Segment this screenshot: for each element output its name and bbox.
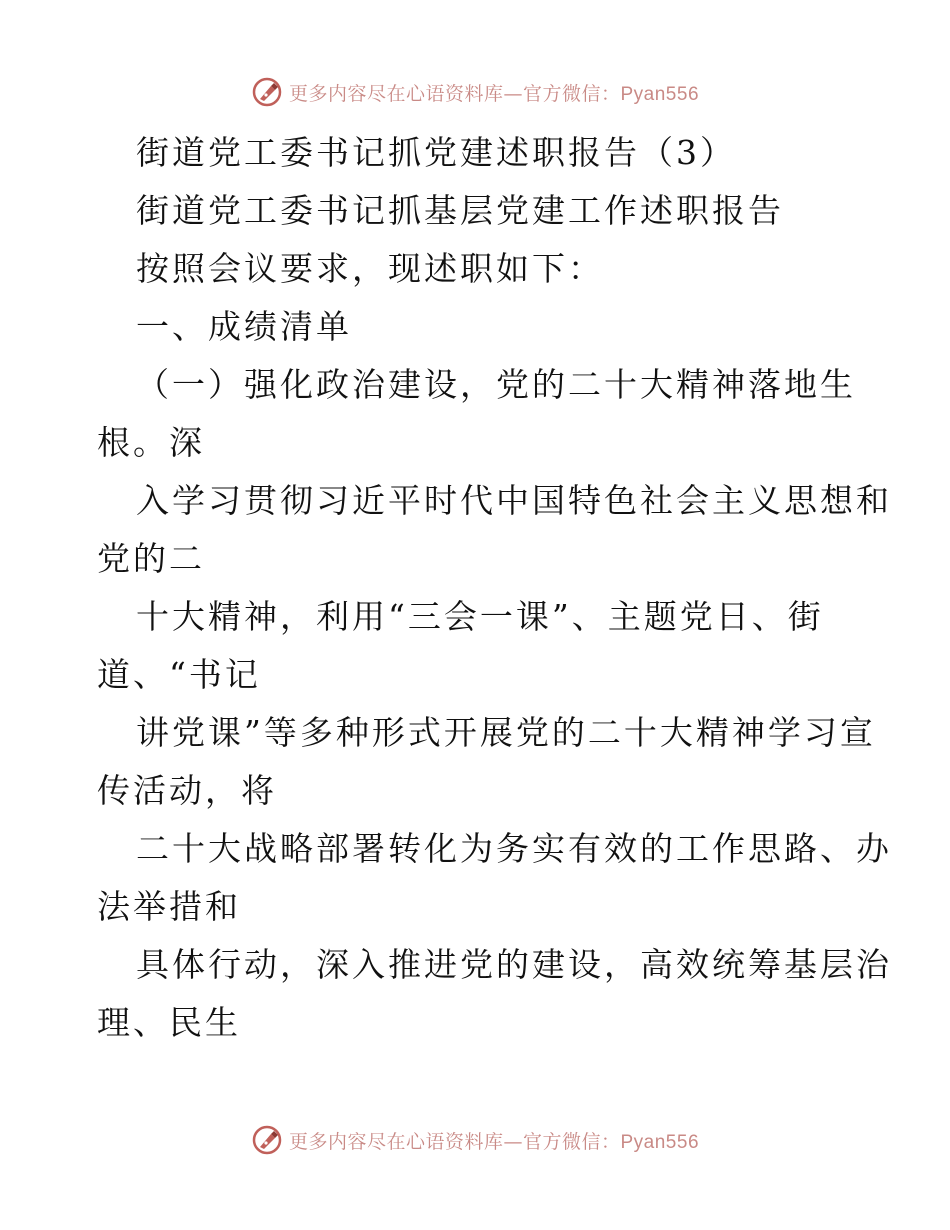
document-title: 街道党工委书记抓党建述职报告（3） xyxy=(136,133,736,172)
paragraph-line: 传活动，将 xyxy=(97,771,277,810)
paragraph-line: 讲党课”等多种形式开展党的二十大精神学习宣 xyxy=(136,713,876,752)
watermark-text: 更多内容尽在心语资料库—官方微信：Pyan556 xyxy=(288,82,700,105)
paragraph-line: 十大精神，利用“三会一课”、主题党日、街 xyxy=(136,597,824,636)
pen-nib-logo-icon xyxy=(251,1124,283,1156)
paragraph-line: 党的二 xyxy=(97,539,205,578)
subsection-heading: （一）强化政治建设，党的二十大精神落地生 xyxy=(136,365,856,404)
paragraph-line: 按照会议要求，现述职如下： xyxy=(136,249,604,288)
section-heading: 一、成绩清单 xyxy=(136,307,352,346)
footer-watermark xyxy=(0,1120,950,1160)
document-body xyxy=(0,124,950,1052)
paragraph-line: 入学习贯彻习近平时代中国特色社会主义思想和 xyxy=(136,481,892,520)
paragraph-line: 法举措和 xyxy=(97,887,241,926)
paragraph-line: 根。深 xyxy=(97,423,205,462)
paragraph-line: 道、“书记 xyxy=(97,655,261,694)
paragraph-line: 具体行动，深入推进党的建设，高效统筹基层治 xyxy=(136,945,892,984)
document-subtitle: 街道党工委书记抓基层党建工作述职报告 xyxy=(136,191,784,230)
paragraph-line: 理、民生 xyxy=(97,1003,241,1042)
paragraph-line: 二十大战略部署转化为务实有效的工作思路、办 xyxy=(136,829,892,868)
pen-nib-logo-icon xyxy=(251,76,283,108)
header-watermark xyxy=(0,72,950,112)
watermark-text: 更多内容尽在心语资料库—官方微信：Pyan556 xyxy=(288,1130,700,1153)
